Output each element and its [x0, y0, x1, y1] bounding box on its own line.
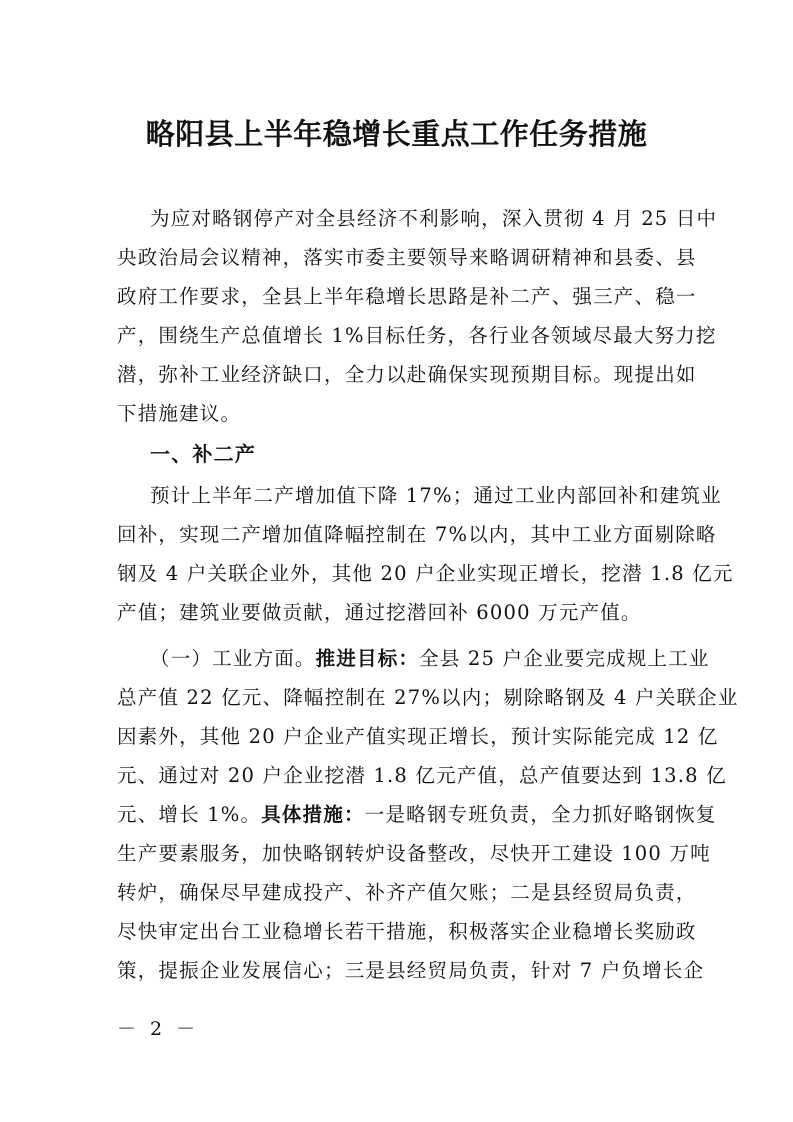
section-body-line-4: 产值；建筑业要做贡献，通过挖潜回补 6000 万元产值。	[117, 601, 642, 624]
section-body-line-2: 回补，实现二产增加值降幅控制在 7%以内，其中工业方面剔除略	[117, 523, 717, 546]
intro-line-4: 产，围绕生产总值增长 1%目标任务，各行业各领域尽最大努力挖	[117, 324, 717, 347]
intro-line-2: 央政治局会议精神，落实市委主要领导来略调研精神和县委、县	[117, 246, 697, 269]
subsection-line-1-rest: 全县 25 户企业要完成规上工业	[419, 647, 710, 670]
intro-line-6: 下措施建议。	[117, 402, 242, 425]
subsection-line-7: 转炉，确保尽早建成投产、补齐产值欠账；二是县经贸局负责，	[117, 881, 697, 904]
document-title: 略阳县上半年稳增长重点工作任务措施	[145, 117, 648, 151]
subsection-line-4: 元、通过对 20 户企业挖潜 1.8 亿元产值，总产值要达到 13.8 亿	[117, 764, 727, 787]
intro-line-3: 政府工作要求，全县上半年稳增长思路是补二产、强三产、稳一	[117, 285, 697, 308]
subsection-line-8: 尽快审定出台工业稳增长若干措施，积极落实企业稳增长奖励政	[117, 920, 697, 943]
subsection-line-6: 生产要素服务，加快略钢转炉设备整改，尽快开工建设 100 万吨	[117, 842, 711, 865]
subsection-line-9: 策，提振企业发展信心；三是县经贸局负责，针对 7 户负增长企	[117, 959, 705, 982]
intro-line-1: 为应对略钢停产对全县经济不利影响，深入贯彻 4 月 25 日中	[150, 207, 718, 230]
subsection-line-5	[117, 799, 717, 831]
section-body-line-3: 钢及 4 户关联企业外，其他 20 户企业实现正增长，挖潜 1.8 亿元	[117, 562, 734, 585]
subsection-lead: （一）工业方面。	[150, 647, 316, 670]
section-heading: 一、补二产	[150, 442, 256, 466]
measures-label: 具体措施：	[261, 803, 365, 826]
section-body-line-1: 预计上半年二产增加值下降 17%；通过工业内部回补和建筑业	[150, 484, 722, 507]
intro-line-5: 潜，弥补工业经济缺口，全力以赴确保实现预期目标。现提出如	[117, 363, 697, 386]
subsection-line-5-start: 元、增长 1%。	[117, 803, 262, 826]
subsection-line-2: 总产值 22 亿元、降幅控制在 27%以内；剔除略钢及 4 户关联企业	[117, 686, 739, 709]
target-label: 推进目标：	[315, 647, 420, 670]
page-number: － 2 －	[117, 1018, 200, 1040]
subsection-line-1	[150, 643, 717, 675]
subsection-line-3: 因素外，其他 20 户企业产值实现正增长，预计实际能完成 12 亿	[117, 725, 719, 748]
subsection-line-5-rest: 一是略钢专班负责，全力抓好略钢恢复	[364, 803, 717, 826]
